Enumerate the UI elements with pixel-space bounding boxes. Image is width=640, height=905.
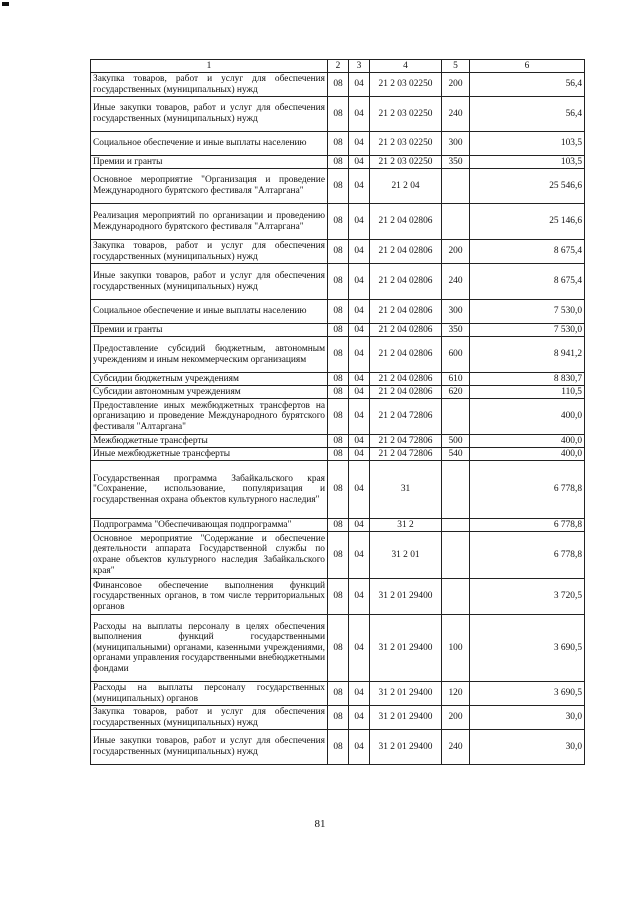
- subsection-code: 04: [349, 461, 370, 519]
- row-description: Социальное обеспечение и иные выплаты населению: [91, 300, 328, 324]
- amount-value: 8 941,2: [470, 337, 585, 373]
- section-code: 08: [328, 682, 349, 706]
- table-row: [91, 448, 585, 461]
- section-code: 08: [328, 264, 349, 300]
- subsection-code: 04: [349, 730, 370, 765]
- section-code: 08: [328, 615, 349, 682]
- section-code: 08: [328, 448, 349, 461]
- section-code: 08: [328, 73, 349, 97]
- target-article-code: 31 2: [370, 519, 442, 532]
- expense-type-code: 620: [442, 386, 470, 399]
- amount-value: 6 778,8: [470, 461, 585, 519]
- target-article-code: 31 2 01 29400: [370, 615, 442, 682]
- target-article-code: 21 2 04 02806: [370, 324, 442, 337]
- row-description: Иные закупки товаров, работ и услуг для обеспечения государственных (муниципальных) нужд: [91, 264, 328, 300]
- subsection-code: 04: [349, 386, 370, 399]
- amount-value: 8 830,7: [470, 373, 585, 386]
- expense-type-code: [442, 399, 470, 435]
- table-row: [91, 169, 585, 204]
- expense-type-code: 300: [442, 300, 470, 324]
- row-description: Расходы на выплаты персоналу в целях обеспечения выполнения функций государственными (муниципальными) органами, казенными учреждениями, органами управления государственными внебюджетными фондами: [91, 615, 328, 682]
- page-number: 81: [314, 818, 326, 830]
- table-row: [91, 579, 585, 615]
- table-header-row: [91, 60, 585, 73]
- expense-type-code: 200: [442, 240, 470, 264]
- expense-type-code: 540: [442, 448, 470, 461]
- section-code: 08: [328, 373, 349, 386]
- table-row: [91, 156, 585, 169]
- amount-value: 400,0: [470, 448, 585, 461]
- target-article-code: 31 2 01: [370, 532, 442, 579]
- row-description: Субсидии бюджетным учреждениям: [91, 373, 328, 386]
- subsection-code: 04: [349, 240, 370, 264]
- subsection-code: 04: [349, 399, 370, 435]
- target-article-code: 21 2 03 02250: [370, 156, 442, 169]
- header-cell: 4: [370, 60, 442, 73]
- subsection-code: 04: [349, 73, 370, 97]
- expense-type-code: 120: [442, 682, 470, 706]
- expense-type-code: 240: [442, 97, 470, 132]
- section-code: 08: [328, 132, 349, 156]
- row-description: Иные межбюджетные трансферты: [91, 448, 328, 461]
- budget-table: [90, 59, 585, 765]
- amount-value: 110,5: [470, 386, 585, 399]
- subsection-code: 04: [349, 204, 370, 240]
- row-description: Закупка товаров, работ и услуг для обеспечения государственных (муниципальных) нужд: [91, 240, 328, 264]
- subsection-code: 04: [349, 156, 370, 169]
- target-article-code: 31 2 01 29400: [370, 682, 442, 706]
- subsection-code: 04: [349, 264, 370, 300]
- expense-type-code: 350: [442, 156, 470, 169]
- section-code: 08: [328, 240, 349, 264]
- expense-type-code: 200: [442, 706, 470, 730]
- row-description: Подпрограмма "Обеспечивающая подпрограмма": [91, 519, 328, 532]
- section-code: 08: [328, 519, 349, 532]
- subsection-code: 04: [349, 519, 370, 532]
- row-description: Межбюджетные трансферты: [91, 435, 328, 448]
- row-description: Субсидии автономным учреждениям: [91, 386, 328, 399]
- row-description: Социальное обеспечение и иные выплаты населению: [91, 132, 328, 156]
- header-cell: 1: [91, 60, 328, 73]
- table-row: [91, 300, 585, 324]
- subsection-code: 04: [349, 435, 370, 448]
- expense-type-code: 100: [442, 615, 470, 682]
- expense-type-code: 300: [442, 132, 470, 156]
- target-article-code: 21 2 04 02806: [370, 204, 442, 240]
- row-description: Государственная программа Забайкальского края "Сохранение, использование, популяризация и государственная охрана объектов культурного наследия": [91, 461, 328, 519]
- expense-type-code: [442, 204, 470, 240]
- expense-type-code: 240: [442, 264, 470, 300]
- section-code: 08: [328, 706, 349, 730]
- amount-value: 103,5: [470, 132, 585, 156]
- table-row: [91, 373, 585, 386]
- subsection-code: 04: [349, 706, 370, 730]
- section-code: 08: [328, 579, 349, 615]
- row-description: Закупка товаров, работ и услуг для обеспечения государственных (муниципальных) нужд: [91, 73, 328, 97]
- amount-value: 30,0: [470, 730, 585, 765]
- target-article-code: 21 2 04 72806: [370, 435, 442, 448]
- table-row: [91, 264, 585, 300]
- target-article-code: 31 2 01 29400: [370, 579, 442, 615]
- amount-value: 7 530,0: [470, 300, 585, 324]
- subsection-code: 04: [349, 448, 370, 461]
- amount-value: 25 546,6: [470, 169, 585, 204]
- expense-type-code: [442, 519, 470, 532]
- header-cell: 5: [442, 60, 470, 73]
- amount-value: 6 778,8: [470, 532, 585, 579]
- target-article-code: 21 2 03 02250: [370, 97, 442, 132]
- section-code: 08: [328, 730, 349, 765]
- row-description: Закупка товаров, работ и услуг для обеспечения государственных (муниципальных) нужд: [91, 706, 328, 730]
- section-code: 08: [328, 156, 349, 169]
- subsection-code: 04: [349, 97, 370, 132]
- target-article-code: 31: [370, 461, 442, 519]
- amount-value: 56,4: [470, 97, 585, 132]
- row-description: Иные закупки товаров, работ и услуг для обеспечения государственных (муниципальных) нужд: [91, 97, 328, 132]
- table-row: [91, 97, 585, 132]
- table-row: [91, 461, 585, 519]
- subsection-code: 04: [349, 337, 370, 373]
- expense-type-code: 600: [442, 337, 470, 373]
- target-article-code: 31 2 01 29400: [370, 706, 442, 730]
- table-row: [91, 240, 585, 264]
- expense-type-code: 500: [442, 435, 470, 448]
- expense-type-code: 350: [442, 324, 470, 337]
- table-row: [91, 615, 585, 682]
- table-row: [91, 324, 585, 337]
- amount-value: 3 690,5: [470, 682, 585, 706]
- subsection-code: 04: [349, 615, 370, 682]
- section-code: 08: [328, 337, 349, 373]
- amount-value: 400,0: [470, 399, 585, 435]
- amount-value: 3 720,5: [470, 579, 585, 615]
- table-row: [91, 132, 585, 156]
- target-article-code: 21 2 04 02806: [370, 240, 442, 264]
- target-article-code: 21 2 04 02806: [370, 386, 442, 399]
- section-code: 08: [328, 435, 349, 448]
- subsection-code: 04: [349, 532, 370, 579]
- row-description: Премии и гранты: [91, 156, 328, 169]
- header-cell: 6: [470, 60, 585, 73]
- expense-type-code: [442, 579, 470, 615]
- header-cell: 2: [328, 60, 349, 73]
- row-description: Предоставление субсидий бюджетным, автономным учреждениям и иным некоммерческим организациям: [91, 337, 328, 373]
- amount-value: 103,5: [470, 156, 585, 169]
- table-row: [91, 435, 585, 448]
- subsection-code: 04: [349, 579, 370, 615]
- row-description: Финансовое обеспечение выполнения функций государственных органов, в том числе территориальных органов: [91, 579, 328, 615]
- section-code: 08: [328, 300, 349, 324]
- table-row: [91, 532, 585, 579]
- expense-type-code: [442, 169, 470, 204]
- row-description: Премии и гранты: [91, 324, 328, 337]
- amount-value: 8 675,4: [470, 264, 585, 300]
- table-row: [91, 386, 585, 399]
- expense-type-code: 610: [442, 373, 470, 386]
- amount-value: 56,4: [470, 73, 585, 97]
- subsection-code: 04: [349, 132, 370, 156]
- amount-value: 7 530,0: [470, 324, 585, 337]
- row-description: Реализация мероприятий по организации и проведению Международного бурятского фестиваля "Алтаргана": [91, 204, 328, 240]
- row-description: Иные закупки товаров, работ и услуг для обеспечения государственных (муниципальных) нужд: [91, 730, 328, 765]
- section-code: 08: [328, 461, 349, 519]
- section-code: 08: [328, 324, 349, 337]
- amount-value: 6 778,8: [470, 519, 585, 532]
- expense-type-code: [442, 461, 470, 519]
- section-code: 08: [328, 399, 349, 435]
- amount-value: 3 690,5: [470, 615, 585, 682]
- row-description: Предоставление иных межбюджетных трансфертов на организацию и проведение Международного бурятского фестиваля "Алтаргана": [91, 399, 328, 435]
- amount-value: 8 675,4: [470, 240, 585, 264]
- subsection-code: 04: [349, 324, 370, 337]
- row-description: Основное мероприятие "Организация и проведение Международного бурятского фестиваля "Алтаргана": [91, 169, 328, 204]
- target-article-code: 21 2 04 72806: [370, 448, 442, 461]
- subsection-code: 04: [349, 300, 370, 324]
- subsection-code: 04: [349, 682, 370, 706]
- amount-value: 30,0: [470, 706, 585, 730]
- target-article-code: 21 2 03 02250: [370, 73, 442, 97]
- scan-corner-mark: [2, 2, 9, 6]
- table-row: [91, 73, 585, 97]
- row-description: Расходы на выплаты персоналу государственных (муниципальных) органов: [91, 682, 328, 706]
- target-article-code: 21 2 03 02250: [370, 132, 442, 156]
- target-article-code: 21 2 04 02806: [370, 300, 442, 324]
- header-cell: 3: [349, 60, 370, 73]
- section-code: 08: [328, 169, 349, 204]
- amount-value: 400,0: [470, 435, 585, 448]
- section-code: 08: [328, 532, 349, 579]
- expense-type-code: 200: [442, 73, 470, 97]
- table-row: [91, 730, 585, 765]
- expense-type-code: 240: [442, 730, 470, 765]
- table-row: [91, 204, 585, 240]
- section-code: 08: [328, 204, 349, 240]
- target-article-code: 21 2 04 02806: [370, 337, 442, 373]
- table-row: [91, 519, 585, 532]
- target-article-code: 21 2 04: [370, 169, 442, 204]
- table-row: [91, 399, 585, 435]
- subsection-code: 04: [349, 169, 370, 204]
- table-row: [91, 337, 585, 373]
- target-article-code: 21 2 04 72806: [370, 399, 442, 435]
- section-code: 08: [328, 97, 349, 132]
- target-article-code: 31 2 01 29400: [370, 730, 442, 765]
- table-row: [91, 706, 585, 730]
- amount-value: 25 146,6: [470, 204, 585, 240]
- target-article-code: 21 2 04 02806: [370, 373, 442, 386]
- target-article-code: 21 2 04 02806: [370, 264, 442, 300]
- row-description: Основное мероприятие "Содержание и обеспечение деятельности аппарата Государственной службы по охране объектов культурного наследия Забайкальского края": [91, 532, 328, 579]
- subsection-code: 04: [349, 373, 370, 386]
- expense-type-code: [442, 532, 470, 579]
- section-code: 08: [328, 386, 349, 399]
- table-row: [91, 682, 585, 706]
